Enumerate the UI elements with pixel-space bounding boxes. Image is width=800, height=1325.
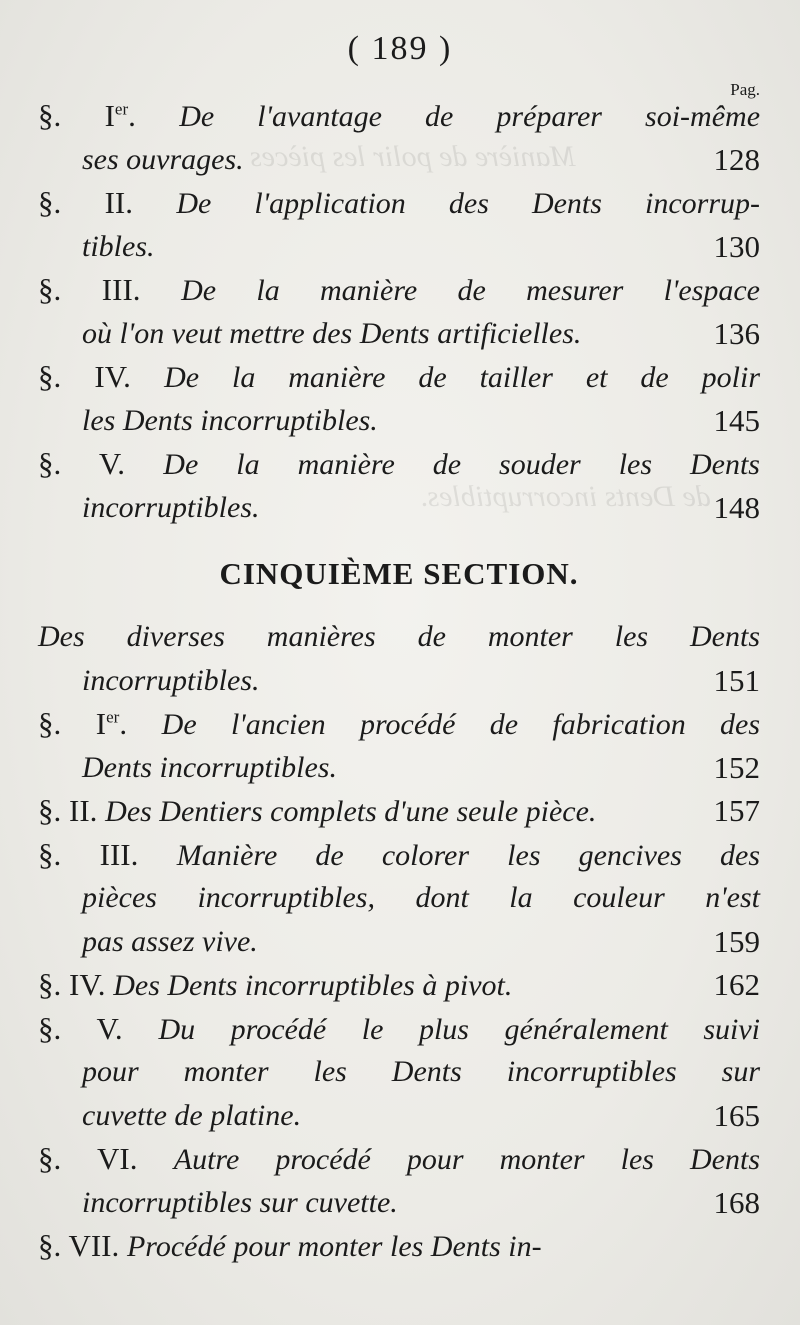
section-mark-text: §. V. xyxy=(38,1010,123,1046)
entry-title: incorruptibles. xyxy=(82,490,260,524)
entry-title: Autre procédé pour monter les Dents xyxy=(173,1143,760,1176)
section-mark: §. Ier. xyxy=(38,706,128,741)
entry-title: ses ouvrages. xyxy=(82,142,244,176)
entry-title: Du procédé le plus généralement suivi xyxy=(158,1012,760,1046)
entry-title: incorruptibles. xyxy=(82,663,260,697)
entry-text xyxy=(82,746,760,790)
toc-line xyxy=(38,1007,760,1051)
toc-line xyxy=(38,225,760,269)
entry-title: Des Dents incorruptibles à pivot. xyxy=(113,969,513,1002)
toc-line xyxy=(38,181,760,225)
entry-title: De la manière de tailler et de polir xyxy=(164,361,761,394)
section-mark: §. Ier. xyxy=(38,98,136,133)
entry-text xyxy=(38,1137,760,1182)
entry-text xyxy=(38,94,760,139)
entry-text xyxy=(82,920,760,964)
section-mark-text: §. II. xyxy=(38,793,98,828)
section-mark xyxy=(38,446,163,481)
page-reference: 165 xyxy=(713,1097,760,1133)
entry-title: Des diverses manières de monter les Dents xyxy=(38,620,760,653)
entry-text xyxy=(38,268,760,313)
entry-title: Dents incorruptibles. xyxy=(82,750,337,784)
toc-line xyxy=(38,486,760,530)
section-mark xyxy=(38,837,177,872)
page-reference: 128 xyxy=(713,141,760,177)
toc-line xyxy=(38,833,760,877)
section-mark xyxy=(38,359,164,394)
page-reference: 136 xyxy=(713,315,760,351)
toc-line xyxy=(38,920,760,964)
section-mark-text: §. I xyxy=(38,706,107,741)
section-mark xyxy=(38,272,181,307)
entry-text xyxy=(82,399,760,443)
entry-text xyxy=(82,1094,760,1138)
entry-title: cuvette de platine. xyxy=(82,1098,302,1132)
entry-text xyxy=(38,833,760,878)
entry-title: pièces incorruptibles, dont la couleur n'est xyxy=(82,881,760,914)
section-mark-superscript: er xyxy=(114,99,129,119)
page-reference: 162 xyxy=(713,967,760,1002)
toc-line xyxy=(38,312,760,356)
entry-text xyxy=(38,1224,760,1269)
entry-text xyxy=(38,355,760,400)
show-through-text: Manière de polir les pièces xyxy=(250,140,576,173)
section-mark-text: §. V. xyxy=(38,446,126,481)
toc-line xyxy=(38,702,760,746)
entry-text xyxy=(38,702,760,747)
entry-title: pas assez vive. xyxy=(82,924,258,958)
entry-title: tibles. xyxy=(82,229,155,263)
toc-line xyxy=(38,94,760,138)
show-through-text: de Dents incorruptibles. xyxy=(420,480,711,513)
toc-line xyxy=(38,1181,760,1225)
entry-text xyxy=(82,1050,760,1094)
toc-line xyxy=(38,789,760,833)
entry-text xyxy=(82,659,760,703)
section-mark-text: §. III. xyxy=(38,272,141,307)
page-reference: 168 xyxy=(713,1184,760,1220)
section-mark-text: §. IV. xyxy=(38,967,106,1002)
entry-text xyxy=(82,876,760,920)
toc-line xyxy=(38,659,760,703)
page-reference: 152 xyxy=(713,749,760,785)
entry-text xyxy=(82,312,760,356)
toc-line xyxy=(38,746,760,790)
entry-title: où l'on veut mettre des Dents artificielles. xyxy=(82,316,582,350)
entry-title: Procédé pour monter les Dents in- xyxy=(126,1230,542,1263)
toc-line xyxy=(38,268,760,312)
entry-text xyxy=(38,615,760,659)
entry-text xyxy=(82,1181,760,1225)
toc-line xyxy=(38,1050,760,1094)
section-mark-text: §. VI. xyxy=(38,1141,138,1176)
entry-text xyxy=(82,225,760,269)
section-mark xyxy=(38,1141,174,1176)
entry-title: Des Dentiers complets d'une seule pièce. xyxy=(105,795,597,828)
toc-line xyxy=(38,1224,760,1268)
toc-line xyxy=(38,442,760,486)
entry-title: Manière de colorer les gencives des xyxy=(176,838,761,872)
page-reference: 130 xyxy=(713,228,760,264)
entry-text xyxy=(38,963,760,1008)
toc-line xyxy=(38,138,760,182)
entry-text xyxy=(38,789,760,834)
section-mark-text: §. VII. xyxy=(38,1228,120,1263)
entry-text xyxy=(82,486,760,530)
entry-text xyxy=(38,181,760,226)
page-number-header: ( 189 ) xyxy=(347,30,453,67)
page-reference: 157 xyxy=(713,793,760,828)
toc-line xyxy=(38,876,760,920)
section-mark-text: §. IV. xyxy=(38,359,131,394)
page-reference: 148 xyxy=(713,489,760,525)
section-mark-superscript: er xyxy=(106,707,120,727)
table-of-contents xyxy=(38,94,760,1268)
section-mark-text: §. I xyxy=(38,98,115,133)
toc-line xyxy=(38,355,760,399)
section-mark xyxy=(38,793,105,828)
section-mark xyxy=(38,1228,127,1263)
entry-text xyxy=(38,1007,760,1052)
section-mark xyxy=(38,967,113,1002)
entry-title: pour monter les Dents incorruptibles sur xyxy=(82,1055,760,1088)
toc-line xyxy=(38,1094,760,1138)
page-reference: 151 xyxy=(713,662,760,698)
pag-column-label: Pag. xyxy=(730,80,760,99)
section-mark xyxy=(38,185,176,220)
page-reference: 159 xyxy=(713,923,760,959)
entry-text xyxy=(38,442,760,487)
entry-title: incorruptibles sur cuvette. xyxy=(82,1185,398,1219)
toc-line xyxy=(38,963,760,1007)
entry-title: De la manière de souder les Dents xyxy=(163,448,760,481)
entry-title: De la manière de mesurer l'espace xyxy=(181,274,761,307)
entry-text xyxy=(82,138,760,182)
entry-title: De l'ancien procédé de fabrication des xyxy=(161,708,761,741)
toc-line xyxy=(38,615,760,659)
entry-title: les Dents incorruptibles. xyxy=(82,403,378,437)
toc-line xyxy=(38,1137,760,1181)
entry-title: De l'application des Dents incorrup- xyxy=(176,187,761,220)
page-reference: 145 xyxy=(713,402,760,438)
section-heading: CINQUIÈME SECTION. xyxy=(219,556,579,591)
section-mark-text: §. III. xyxy=(38,836,139,872)
section-mark-text: §. II. xyxy=(38,185,133,220)
entry-title: De l'avantage de préparer soi-même xyxy=(179,100,761,133)
section-mark xyxy=(38,1011,158,1046)
toc-line xyxy=(38,399,760,443)
